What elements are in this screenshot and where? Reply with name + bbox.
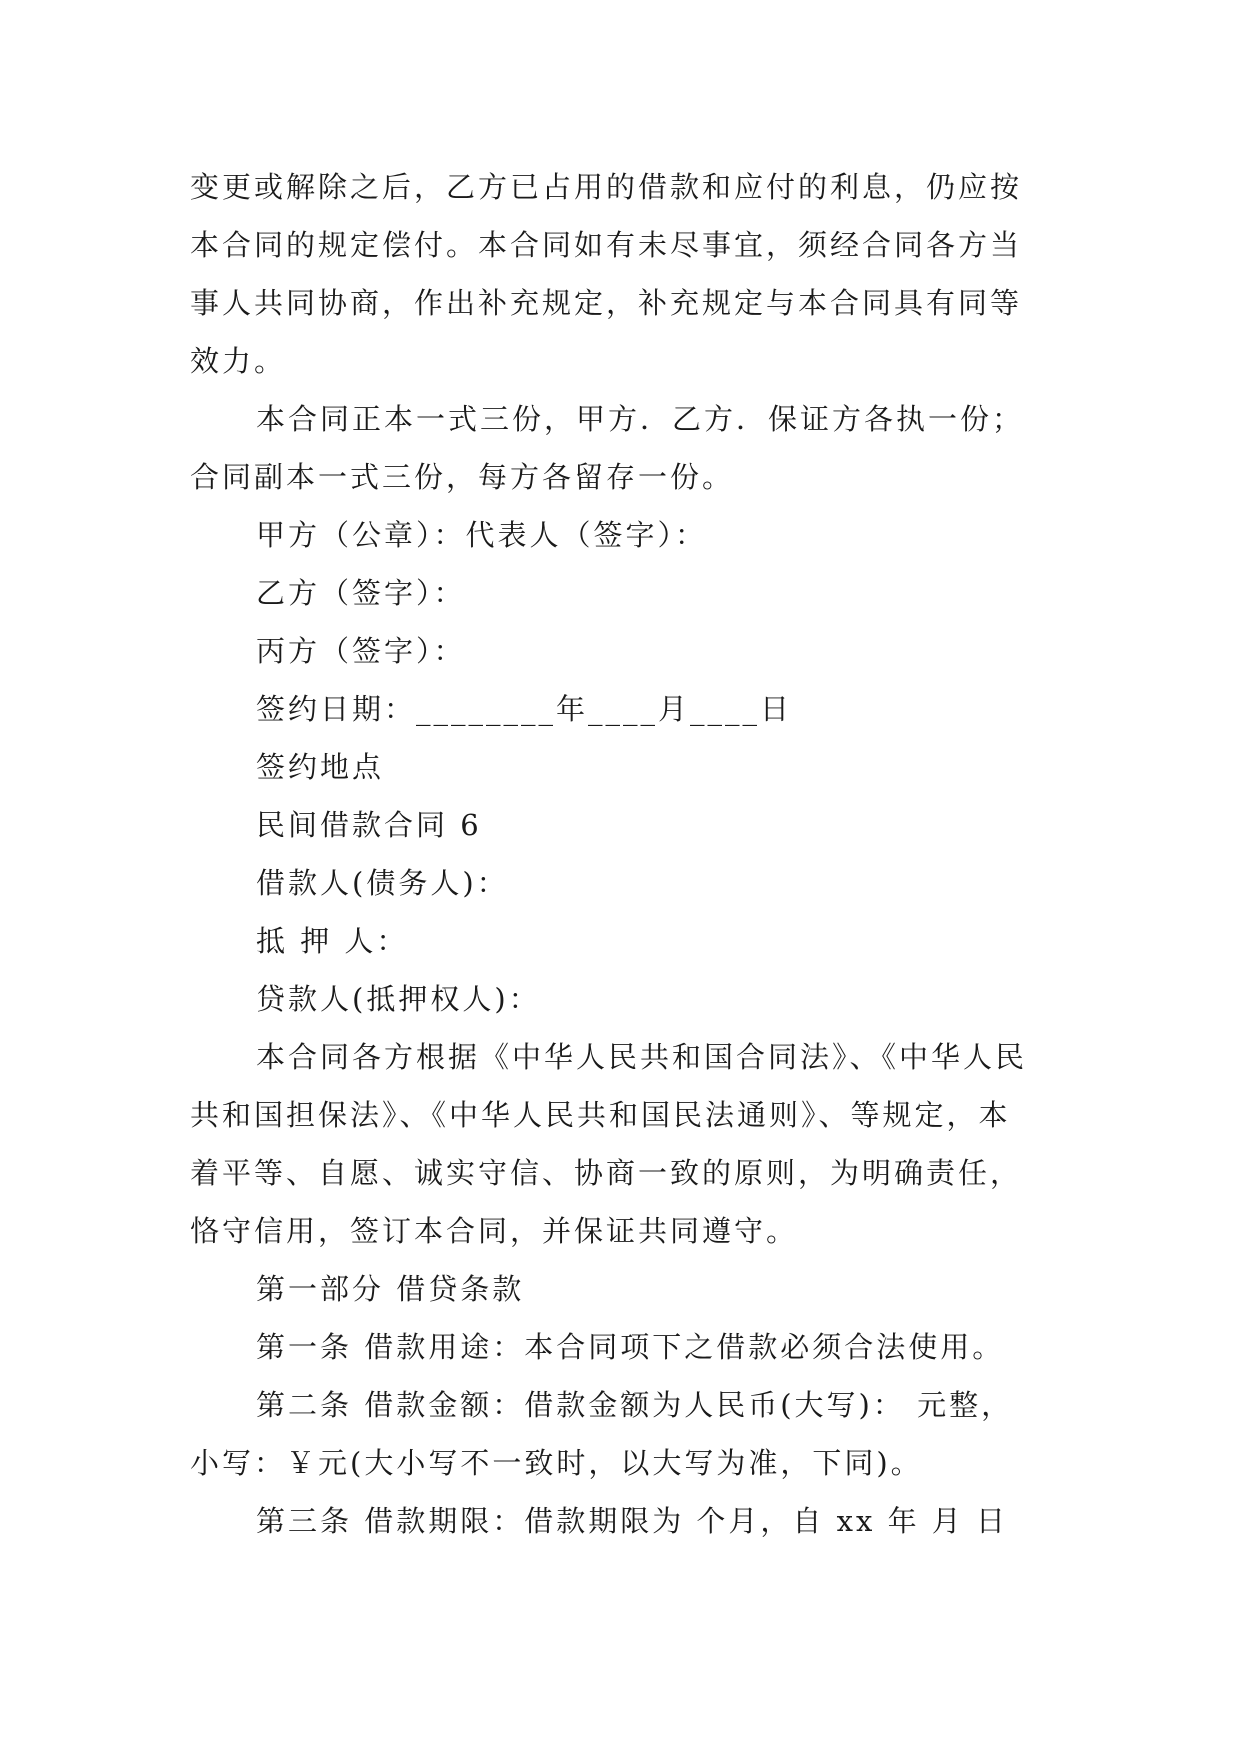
- signature-party-b: 乙方（签字）：: [256, 576, 466, 610]
- text-line: 合同副本一式三份，每方各留存一份。: [190, 460, 735, 494]
- document-body: [190, 158, 1050, 1550]
- text-line: 本合同正本一式三份，甲方．乙方．保证方各执一份；: [256, 402, 1025, 436]
- text-line: 变更或解除之后，乙方已占用的借款和应付的利息，仍应按: [190, 170, 1023, 204]
- contract-title: 民间借款合同 6: [256, 808, 482, 842]
- signature-party-c: 丙方（签字）：: [256, 634, 466, 668]
- paragraph-copies: [190, 390, 1050, 506]
- paragraph-loan-repayment: [190, 158, 1050, 390]
- text-line: 小写：￥元(大小写不一致时，以大写为准，下同)。: [190, 1446, 923, 1480]
- text-line: 着平等、自愿、诚实守信、协商一致的原则，为明确责任，: [190, 1156, 1023, 1190]
- text-line: 本合同各方根据《中华人民共和国合同法》、《中华人民: [256, 1040, 1028, 1074]
- text-line: 事人共同协商，作出补充规定，补充规定与本合同具有同等: [190, 286, 1023, 320]
- signing-date: 签约日期：________年____月____日: [256, 692, 793, 726]
- signing-place: 签约地点: [256, 750, 385, 784]
- text-line: 恪守信用，签订本合同，并保证共同遵守。: [190, 1214, 799, 1248]
- text-line: 效力。: [190, 344, 287, 378]
- borrower-label: 借款人(债务人)：: [256, 866, 509, 900]
- text-line: 第二条 借款金额：借款金额为人民币(大写)： 元整，: [256, 1388, 1014, 1422]
- signature-party-a: 甲方（公章）：代表人（签字）：: [256, 518, 708, 552]
- lender-label: 贷款人(抵押权人)：: [256, 982, 541, 1016]
- text-line: 本合同的规定偿付。本合同如有未尽事宜，须经合同各方当: [190, 228, 1023, 262]
- text-line: 共和国担保法》、《中华人民共和国民法通则》、等规定，本: [190, 1098, 1011, 1132]
- article-3: 第三条 借款期限：借款期限为 个月，自 xx 年 月 日: [256, 1504, 1009, 1538]
- section-heading: 第一部分 借贷条款: [256, 1272, 525, 1306]
- article-2: [190, 1376, 1050, 1492]
- paragraph-legal-basis: [190, 1028, 1050, 1260]
- mortgagor-label: 抵 押 人：: [256, 924, 409, 958]
- article-1: 第一条 借款用途：本合同项下之借款必须合法使用。: [256, 1330, 1005, 1364]
